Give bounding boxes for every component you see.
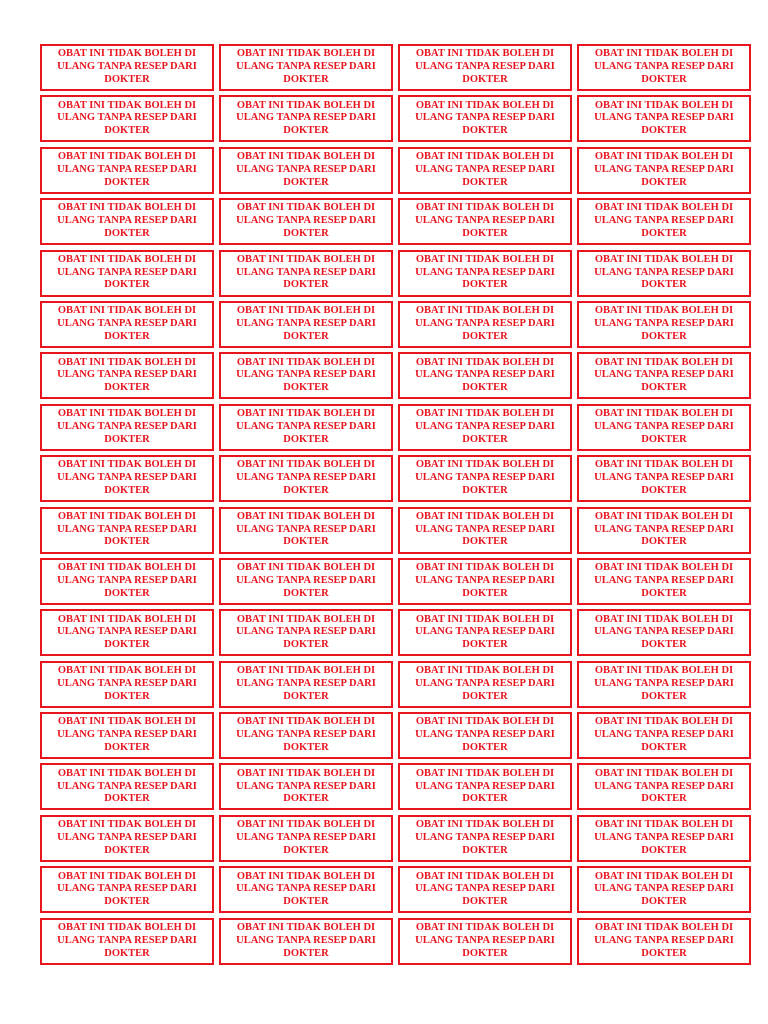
label-text: OBAT INI TIDAK BOLEH DI ULANG TANPA RESEP DARI DOKTER	[236, 305, 376, 342]
label-text: OBAT INI TIDAK BOLEH DI ULANG TANPA RESEP DARI DOKTER	[57, 716, 197, 753]
label-text: OBAT INI TIDAK BOLEH DI ULANG TANPA RESEP DARI DOKTER	[594, 613, 734, 651]
label-text: OBAT INI TIDAK BOLEH DI ULANG TANPA RESEP DARI DOKTER	[236, 48, 376, 85]
label-r13-c2	[219, 661, 393, 708]
label-r12-c2	[219, 609, 393, 656]
label-r10-c4	[577, 507, 751, 554]
label-text: OBAT INI TIDAK BOLEH DI ULANG TANPA RESEP DARI DOKTER	[236, 202, 376, 240]
label-text: OBAT INI TIDAK BOLEH DI ULANG TANPA RESEP DARI DOKTER	[415, 253, 555, 291]
label-text: OBAT INI TIDAK BOLEH DI ULANG TANPA RESEP DARI DOKTER	[415, 921, 555, 959]
label-text: OBAT INI TIDAK BOLEH DI ULANG TANPA RESEP DARI DOKTER	[594, 716, 734, 753]
label-text: OBAT INI TIDAK BOLEH DI ULANG TANPA RESEP DARI DOKTER	[57, 305, 197, 342]
label-text: OBAT INI TIDAK BOLEH DI ULANG TANPA RESEP DARI DOKTER	[594, 921, 734, 959]
label-r4-c2	[219, 198, 393, 245]
label-r10-c3	[398, 507, 572, 554]
label-text: OBAT INI TIDAK BOLEH DI ULANG TANPA RESEP DARI DOKTER	[594, 408, 734, 445]
label-r9-c1	[40, 455, 214, 502]
label-text: OBAT INI TIDAK BOLEH DI ULANG TANPA RESEP DARI DOKTER	[236, 253, 376, 291]
label-r8-c3	[398, 404, 572, 451]
label-text: OBAT INI TIDAK BOLEH DI ULANG TANPA RESEP DARI DOKTER	[594, 99, 734, 137]
label-r6-c3	[398, 301, 572, 348]
label-r17-c1	[40, 866, 214, 913]
label-text: OBAT INI TIDAK BOLEH DI ULANG TANPA RESEP DARI DOKTER	[415, 99, 555, 137]
label-text: OBAT INI TIDAK BOLEH DI ULANG TANPA RESEP DARI DOKTER	[415, 767, 555, 805]
label-r6-c2	[219, 301, 393, 348]
label-text: OBAT INI TIDAK BOLEH DI ULANG TANPA RESEP DARI DOKTER	[236, 510, 376, 548]
label-r9-c2	[219, 455, 393, 502]
label-r7-c1	[40, 352, 214, 399]
label-r2-c2	[219, 95, 393, 142]
label-r8-c2	[219, 404, 393, 451]
label-text: OBAT INI TIDAK BOLEH DI ULANG TANPA RESEP DARI DOKTER	[594, 356, 734, 394]
label-text: OBAT INI TIDAK BOLEH DI ULANG TANPA RESEP DARI DOKTER	[594, 819, 734, 856]
label-r17-c3	[398, 866, 572, 913]
label-text: OBAT INI TIDAK BOLEH DI ULANG TANPA RESEP DARI DOKTER	[57, 253, 197, 291]
label-r5-c1	[40, 250, 214, 297]
label-r4-c4	[577, 198, 751, 245]
label-r6-c1	[40, 301, 214, 348]
label-text: OBAT INI TIDAK BOLEH DI ULANG TANPA RESEP DARI DOKTER	[57, 767, 197, 805]
label-r1-c4	[577, 44, 751, 91]
label-text: OBAT INI TIDAK BOLEH DI ULANG TANPA RESEP DARI DOKTER	[415, 870, 555, 908]
label-text: OBAT INI TIDAK BOLEH DI ULANG TANPA RESEP DARI DOKTER	[594, 562, 734, 599]
label-text: OBAT INI TIDAK BOLEH DI ULANG TANPA RESEP DARI DOKTER	[236, 921, 376, 959]
label-r13-c1	[40, 661, 214, 708]
label-text: OBAT INI TIDAK BOLEH DI ULANG TANPA RESEP DARI DOKTER	[594, 767, 734, 805]
label-r7-c3	[398, 352, 572, 399]
label-text: OBAT INI TIDAK BOLEH DI ULANG TANPA RESEP DARI DOKTER	[57, 562, 197, 599]
label-text: OBAT INI TIDAK BOLEH DI ULANG TANPA RESEP DARI DOKTER	[236, 767, 376, 805]
label-r13-c3	[398, 661, 572, 708]
label-text: OBAT INI TIDAK BOLEH DI ULANG TANPA RESEP DARI DOKTER	[57, 870, 197, 908]
label-text: OBAT INI TIDAK BOLEH DI ULANG TANPA RESEP DARI DOKTER	[415, 356, 555, 394]
label-text: OBAT INI TIDAK BOLEH DI ULANG TANPA RESEP DARI DOKTER	[594, 459, 734, 497]
label-text: OBAT INI TIDAK BOLEH DI ULANG TANPA RESEP DARI DOKTER	[236, 356, 376, 394]
label-text: OBAT INI TIDAK BOLEH DI ULANG TANPA RESEP DARI DOKTER	[594, 202, 734, 240]
label-r12-c3	[398, 609, 572, 656]
label-r18-c4	[577, 918, 751, 965]
label-text: OBAT INI TIDAK BOLEH DI ULANG TANPA RESEP DARI DOKTER	[236, 870, 376, 908]
label-r14-c1	[40, 712, 214, 759]
label-r7-c2	[219, 352, 393, 399]
label-text: OBAT INI TIDAK BOLEH DI ULANG TANPA RESEP DARI DOKTER	[415, 48, 555, 85]
label-text: OBAT INI TIDAK BOLEH DI ULANG TANPA RESEP DARI DOKTER	[57, 99, 197, 137]
label-r17-c2	[219, 866, 393, 913]
label-text: OBAT INI TIDAK BOLEH DI ULANG TANPA RESEP DARI DOKTER	[594, 253, 734, 291]
label-r8-c4	[577, 404, 751, 451]
label-text: OBAT INI TIDAK BOLEH DI ULANG TANPA RESEP DARI DOKTER	[236, 819, 376, 856]
label-text: OBAT INI TIDAK BOLEH DI ULANG TANPA RESEP DARI DOKTER	[57, 664, 197, 702]
label-r15-c1	[40, 763, 214, 810]
label-text: OBAT INI TIDAK BOLEH DI ULANG TANPA RESEP DARI DOKTER	[415, 613, 555, 651]
label-r12-c4	[577, 609, 751, 656]
label-r3-c2	[219, 147, 393, 194]
label-text: OBAT INI TIDAK BOLEH DI ULANG TANPA RESEP DARI DOKTER	[415, 151, 555, 188]
label-text: OBAT INI TIDAK BOLEH DI ULANG TANPA RESEP DARI DOKTER	[236, 408, 376, 445]
label-r9-c4	[577, 455, 751, 502]
label-text: OBAT INI TIDAK BOLEH DI ULANG TANPA RESEP DARI DOKTER	[594, 664, 734, 702]
label-text: OBAT INI TIDAK BOLEH DI ULANG TANPA RESEP DARI DOKTER	[594, 510, 734, 548]
label-r10-c1	[40, 507, 214, 554]
label-text: OBAT INI TIDAK BOLEH DI ULANG TANPA RESEP DARI DOKTER	[594, 151, 734, 188]
label-r13-c4	[577, 661, 751, 708]
label-r16-c3	[398, 815, 572, 862]
label-text: OBAT INI TIDAK BOLEH DI ULANG TANPA RESEP DARI DOKTER	[57, 921, 197, 959]
label-r3-c3	[398, 147, 572, 194]
label-r5-c2	[219, 250, 393, 297]
label-text: OBAT INI TIDAK BOLEH DI ULANG TANPA RESEP DARI DOKTER	[594, 870, 734, 908]
label-text: OBAT INI TIDAK BOLEH DI ULANG TANPA RESEP DARI DOKTER	[236, 99, 376, 137]
label-text: OBAT INI TIDAK BOLEH DI ULANG TANPA RESEP DARI DOKTER	[415, 305, 555, 342]
label-r11-c2	[219, 558, 393, 605]
label-text: OBAT INI TIDAK BOLEH DI ULANG TANPA RESEP DARI DOKTER	[415, 459, 555, 497]
label-text: OBAT INI TIDAK BOLEH DI ULANG TANPA RESEP DARI DOKTER	[415, 819, 555, 856]
label-r14-c4	[577, 712, 751, 759]
label-text: OBAT INI TIDAK BOLEH DI ULANG TANPA RESEP DARI DOKTER	[57, 48, 197, 85]
label-text: OBAT INI TIDAK BOLEH DI ULANG TANPA RESEP DARI DOKTER	[236, 664, 376, 702]
label-r11-c4	[577, 558, 751, 605]
label-text: OBAT INI TIDAK BOLEH DI ULANG TANPA RESEP DARI DOKTER	[415, 664, 555, 702]
label-text: OBAT INI TIDAK BOLEH DI ULANG TANPA RESEP DARI DOKTER	[57, 356, 197, 394]
label-text: OBAT INI TIDAK BOLEH DI ULANG TANPA RESEP DARI DOKTER	[415, 408, 555, 445]
label-r15-c2	[219, 763, 393, 810]
label-r1-c1	[40, 44, 214, 91]
label-r15-c4	[577, 763, 751, 810]
label-text: OBAT INI TIDAK BOLEH DI ULANG TANPA RESEP DARI DOKTER	[415, 716, 555, 753]
label-r16-c4	[577, 815, 751, 862]
label-text: OBAT INI TIDAK BOLEH DI ULANG TANPA RESEP DARI DOKTER	[57, 202, 197, 240]
label-r4-c3	[398, 198, 572, 245]
label-text: OBAT INI TIDAK BOLEH DI ULANG TANPA RESEP DARI DOKTER	[236, 459, 376, 497]
label-r1-c3	[398, 44, 572, 91]
label-r8-c1	[40, 404, 214, 451]
label-r3-c1	[40, 147, 214, 194]
label-r18-c3	[398, 918, 572, 965]
label-r11-c1	[40, 558, 214, 605]
label-text: OBAT INI TIDAK BOLEH DI ULANG TANPA RESEP DARI DOKTER	[236, 562, 376, 599]
label-r1-c2	[219, 44, 393, 91]
label-r2-c4	[577, 95, 751, 142]
label-sheet	[40, 44, 751, 965]
label-r11-c3	[398, 558, 572, 605]
label-r5-c3	[398, 250, 572, 297]
label-r5-c4	[577, 250, 751, 297]
label-r16-c2	[219, 815, 393, 862]
label-text: OBAT INI TIDAK BOLEH DI ULANG TANPA RESEP DARI DOKTER	[57, 459, 197, 497]
label-r12-c1	[40, 609, 214, 656]
label-text: OBAT INI TIDAK BOLEH DI ULANG TANPA RESEP DARI DOKTER	[594, 305, 734, 342]
label-text: OBAT INI TIDAK BOLEH DI ULANG TANPA RESEP DARI DOKTER	[57, 510, 197, 548]
label-text: OBAT INI TIDAK BOLEH DI ULANG TANPA RESEP DARI DOKTER	[57, 613, 197, 651]
label-text: OBAT INI TIDAK BOLEH DI ULANG TANPA RESEP DARI DOKTER	[415, 510, 555, 548]
label-text: OBAT INI TIDAK BOLEH DI ULANG TANPA RESEP DARI DOKTER	[57, 819, 197, 856]
label-r17-c4	[577, 866, 751, 913]
label-r15-c3	[398, 763, 572, 810]
label-r3-c4	[577, 147, 751, 194]
label-r7-c4	[577, 352, 751, 399]
label-r2-c1	[40, 95, 214, 142]
label-r18-c1	[40, 918, 214, 965]
label-text: OBAT INI TIDAK BOLEH DI ULANG TANPA RESEP DARI DOKTER	[57, 408, 197, 445]
label-text: OBAT INI TIDAK BOLEH DI ULANG TANPA RESEP DARI DOKTER	[415, 562, 555, 599]
label-r16-c1	[40, 815, 214, 862]
label-text: OBAT INI TIDAK BOLEH DI ULANG TANPA RESEP DARI DOKTER	[57, 151, 197, 188]
label-text: OBAT INI TIDAK BOLEH DI ULANG TANPA RESEP DARI DOKTER	[236, 716, 376, 753]
label-r18-c2	[219, 918, 393, 965]
label-text: OBAT INI TIDAK BOLEH DI ULANG TANPA RESEP DARI DOKTER	[415, 202, 555, 240]
label-r6-c4	[577, 301, 751, 348]
label-text: OBAT INI TIDAK BOLEH DI ULANG TANPA RESEP DARI DOKTER	[594, 48, 734, 85]
label-text: OBAT INI TIDAK BOLEH DI ULANG TANPA RESEP DARI DOKTER	[236, 613, 376, 651]
label-r10-c2	[219, 507, 393, 554]
label-r2-c3	[398, 95, 572, 142]
label-r4-c1	[40, 198, 214, 245]
label-r14-c3	[398, 712, 572, 759]
label-text: OBAT INI TIDAK BOLEH DI ULANG TANPA RESEP DARI DOKTER	[236, 151, 376, 188]
label-r9-c3	[398, 455, 572, 502]
label-r14-c2	[219, 712, 393, 759]
